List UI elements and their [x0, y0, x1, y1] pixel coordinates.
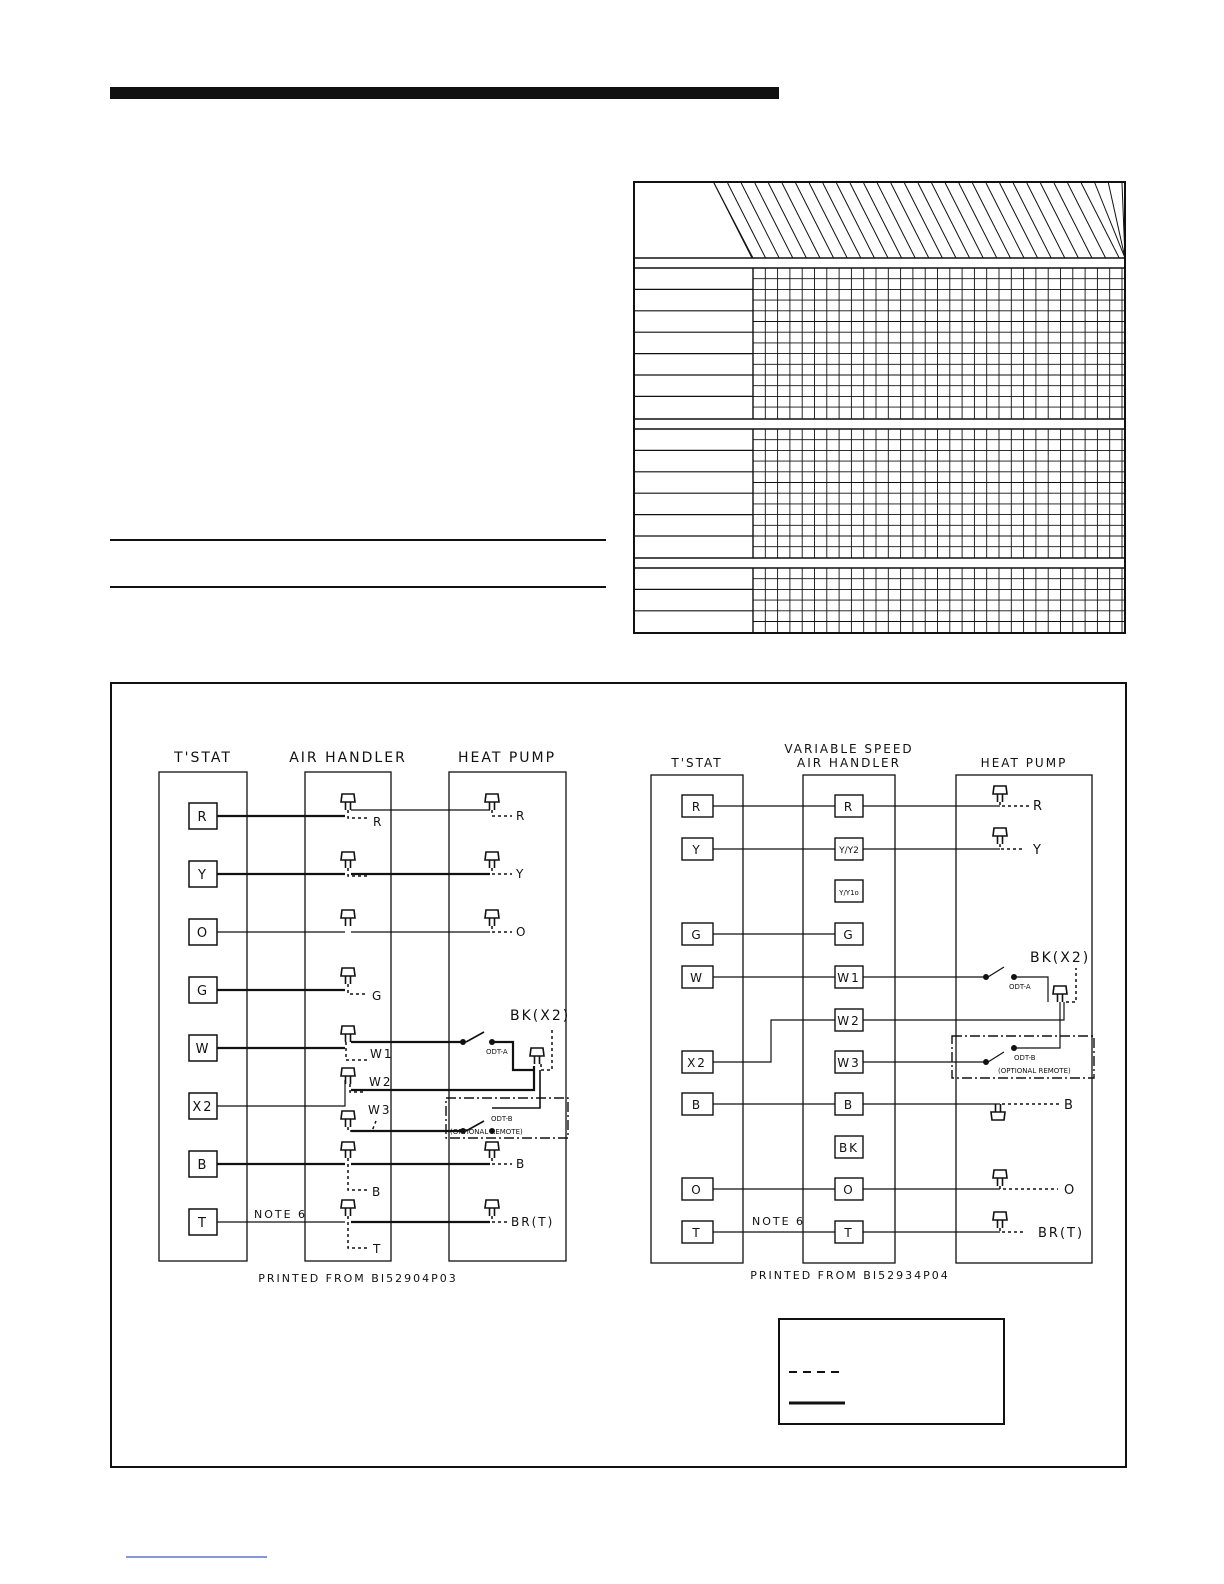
left-tstat-X2: X2: [192, 1100, 214, 1115]
left-col-heat-pump: HEAT PUMP: [457, 750, 557, 766]
left-optional-remote: (OPTIONAL REMOTE): [450, 1128, 523, 1136]
left-ah-label-W3: W3: [368, 1103, 392, 1117]
right-ah-BK: BK: [838, 1141, 860, 1155]
right-printed-from: PRINTED FROM BI52934P04: [750, 1269, 950, 1282]
diagram-right: [651, 742, 1094, 1282]
left-hp-label-BRT: BR(T): [511, 1215, 555, 1229]
compatibility-table: [634, 182, 1125, 633]
right-note-6: NOTE 6: [752, 1215, 806, 1228]
right-tstat-terminals: [682, 795, 713, 1243]
left-tstat-T: T: [198, 1216, 208, 1231]
diagram-frame: [111, 683, 1126, 1467]
left-ah-label-W1: W1: [370, 1047, 394, 1061]
right-bk-label: BK(X2): [1030, 950, 1091, 966]
right-ah-T: T: [844, 1226, 854, 1240]
right-tstat-O: O: [691, 1183, 703, 1197]
right-tstat-T: T: [692, 1226, 702, 1240]
right-hp-label-R: R: [1033, 799, 1045, 814]
left-hp-label-B: B: [516, 1157, 527, 1171]
right-hp-label-Y: Y: [1033, 843, 1043, 858]
left-tstat-R: R: [197, 810, 209, 825]
left-tstat-terminals: [189, 803, 217, 1235]
right-ah-terminals: [835, 795, 863, 1243]
left-printed-from: PRINTED FROM BI52904P03: [258, 1272, 458, 1285]
left-tstat-W: W: [195, 1042, 211, 1057]
left-tstat-B: B: [197, 1158, 209, 1173]
right-tstat-B: B: [691, 1098, 703, 1112]
right-tstat-Y: Y: [692, 843, 702, 857]
left-bk-label: BK(X2): [510, 1008, 571, 1024]
left-tstat-Y: Y: [198, 868, 208, 883]
right-odt-a: ODT-A: [1009, 983, 1031, 991]
left-ah-label-G: G: [372, 989, 384, 1003]
right-tstat-G: G: [691, 928, 703, 942]
left-tstat-O: O: [196, 926, 210, 941]
right-ah-G: G: [843, 928, 855, 942]
right-ah-Y-Y1o: Y/Y1o: [839, 889, 859, 897]
right-tstat-X2: X2: [687, 1056, 707, 1070]
left-col-air-handler: AIR HANDLER: [289, 750, 407, 766]
left-tstat-G: G: [196, 984, 210, 999]
right-wires: [713, 806, 1064, 1232]
right-ah-W2: W2: [837, 1014, 861, 1028]
right-ah-W1: W1: [837, 971, 861, 985]
right-ah-Y-Y2: Y/Y2: [839, 846, 859, 856]
left-col-tstat: T'STAT: [174, 750, 232, 766]
header-bar: [110, 87, 779, 99]
right-optional-remote: (OPTIONAL REMOTE): [998, 1067, 1071, 1075]
right-hp-plugs: [991, 786, 1067, 1228]
left-odt-b: ODT-B: [491, 1115, 513, 1123]
left-ah-label-B: B: [372, 1185, 383, 1199]
right-col-heat-pump: HEAT PUMP: [980, 756, 1068, 770]
left-ah-label-R: R: [373, 815, 384, 829]
right-ah-B: B: [843, 1098, 855, 1112]
right-hp-label-BRT: BR(T): [1038, 1226, 1085, 1241]
left-hp-label-R: R: [516, 809, 527, 823]
right-hp-label-B: B: [1064, 1098, 1075, 1113]
left-ah-label-T: T: [373, 1242, 383, 1256]
right-col-tstat: T'STAT: [671, 756, 723, 770]
left-hp-label-O: O: [516, 925, 528, 939]
right-hp-label-O: O: [1064, 1183, 1077, 1198]
left-note-6: NOTE 6: [254, 1208, 308, 1221]
right-ah-R: R: [843, 800, 855, 814]
right-col-ah-line1: VARIABLE SPEED: [784, 742, 914, 756]
left-hp-plugs: [485, 794, 544, 1216]
left-hp-label-Y: Y: [516, 867, 526, 881]
right-ah-O: O: [843, 1183, 855, 1197]
line-legend: [779, 1319, 1004, 1424]
left-ah-plugs: [341, 794, 355, 1216]
right-odt-b: ODT-B: [1014, 1054, 1036, 1062]
diagram-left: [159, 750, 570, 1285]
left-odt-a: ODT-A: [486, 1048, 508, 1056]
right-ah-W3: W3: [837, 1056, 861, 1070]
right-tstat-R: R: [691, 800, 703, 814]
right-col-ah-line2: AIR HANDLER: [797, 756, 901, 770]
right-tstat-W: W: [690, 971, 704, 985]
left-ah-label-W2: W2: [369, 1075, 393, 1089]
left-tstat-panel: [159, 772, 247, 1261]
